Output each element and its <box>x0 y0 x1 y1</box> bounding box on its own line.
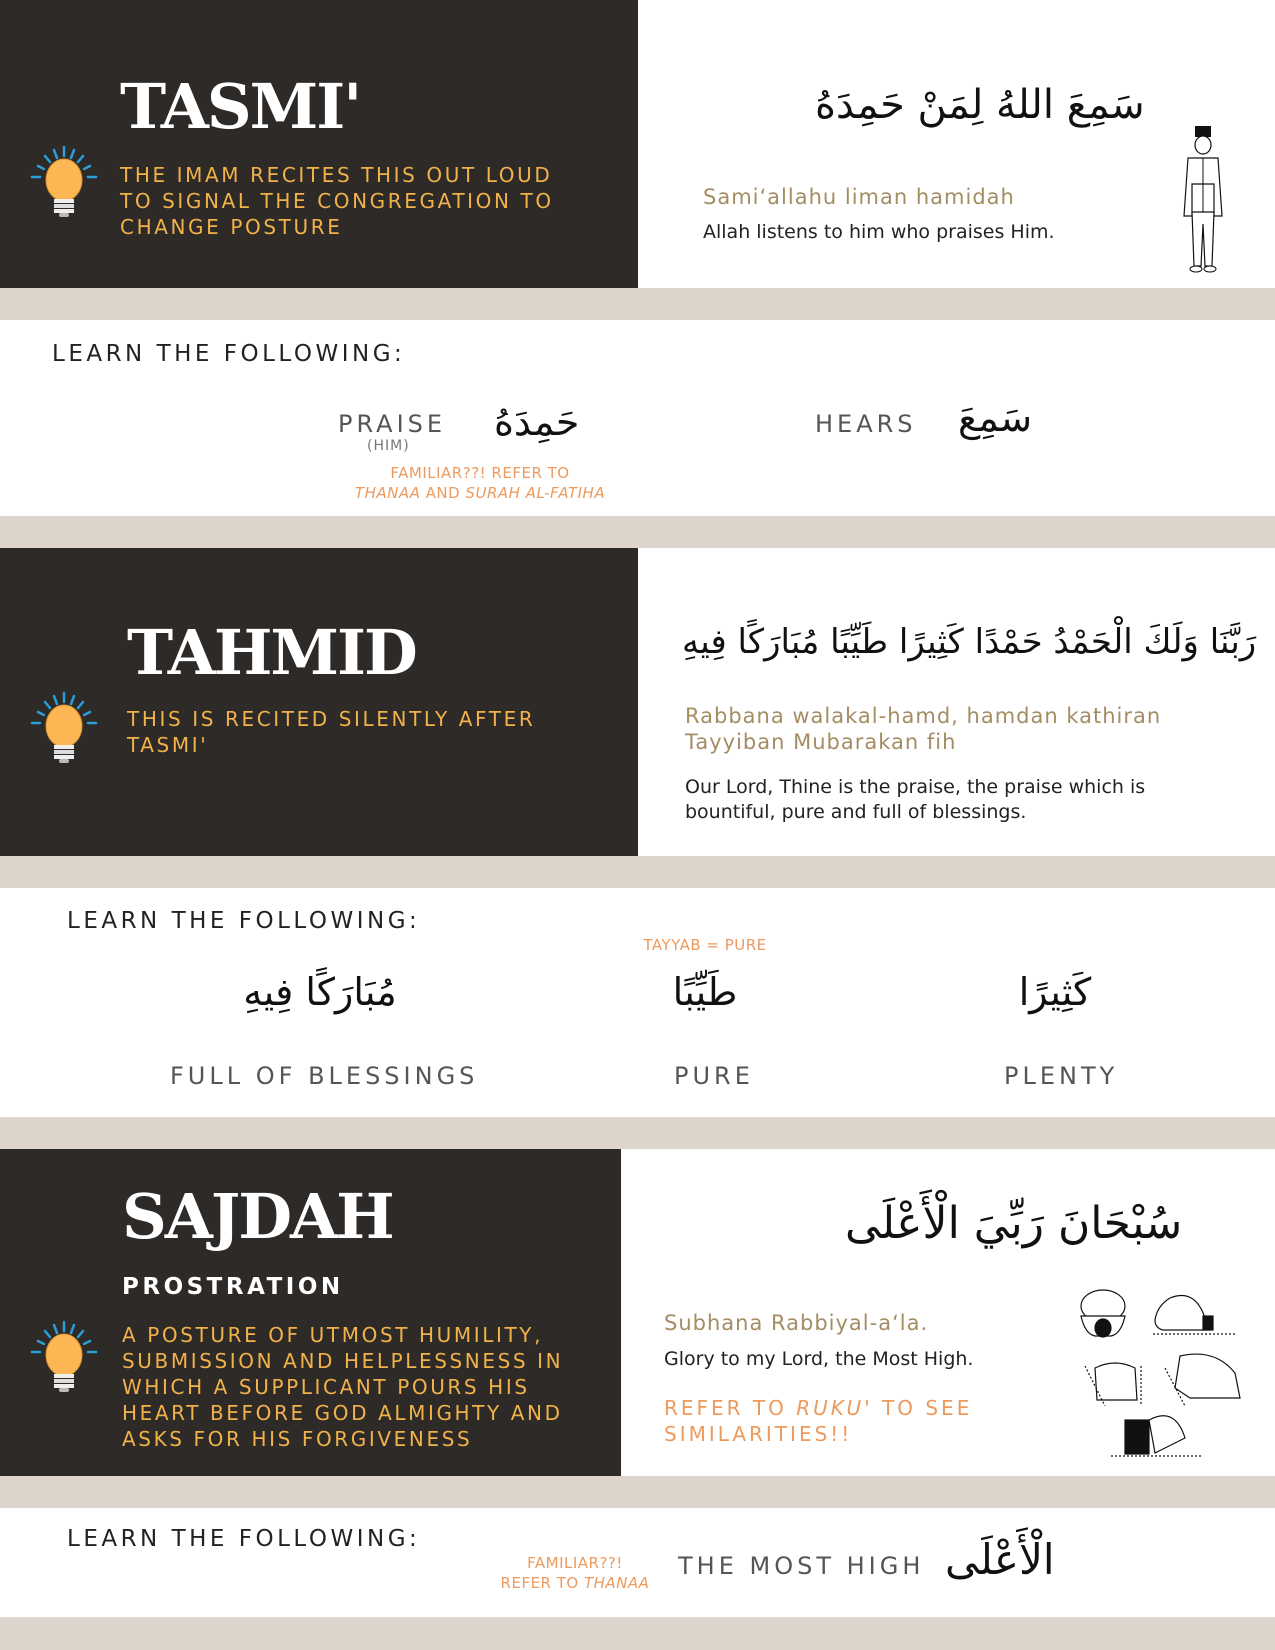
sajdah-meaning: Glory to my Lord, the Most High. <box>664 1348 974 1370</box>
lightbulb-icon <box>30 145 102 225</box>
tip-familiar-thanaa-fatiha <box>330 463 630 503</box>
tasmi-transliteration: Sami‘allahu liman hamidah <box>703 185 1015 209</box>
tip-familiar-thanaa <box>485 1553 665 1593</box>
word-label-praise: PRAISE <box>338 410 447 438</box>
tasmi-meaning: Allah listens to him who praises Him. <box>703 221 1055 243</box>
tasmi-title: TASMI' <box>120 70 361 143</box>
sajdah-transliteration: Subhana Rabbiyal-a‘la. <box>664 1311 929 1335</box>
word-arabic-hamidah: حَمِدَهُ <box>494 400 580 444</box>
tip-ref-thanaa: THANAA <box>354 484 421 502</box>
refer-suffix: TO SEE SIMILARITIES!! <box>664 1396 973 1446</box>
word-arabic-tayyiban: طَيِّبًا <box>672 970 738 1014</box>
tip-ref-fatiha: SURAH AL-FATIHA <box>465 484 606 502</box>
sajdah-arabic: سُبْحَانَ رَبِّيَ الْأَعْلَى <box>845 1198 1183 1249</box>
tahmid-transliteration: Rabbana walakal-hamd, hamdan kathiran Tayyiban Mubarakan fih <box>685 704 1162 754</box>
word-arabic-mubarakan: مُبَارَكًا فِيهِ <box>243 970 397 1014</box>
learn-heading: LEARN THE FOLLOWING: <box>67 1526 421 1552</box>
word-item-full-of-blessings <box>150 970 490 1014</box>
tip-ref-thanaa: THANAA <box>583 1574 650 1592</box>
tip-refer: REFER TO <box>500 1574 584 1592</box>
tahmid-title: TAHMID <box>127 616 416 689</box>
tasmi-note: THE IMAM RECITES THIS OUT LOUD TO SIGNAL THE CONGREGATION TO CHANGE POSTURE <box>120 163 554 239</box>
tasmi-arabic: سَمِعَ اللهُ لِمَنْ حَمِدَهُ <box>815 82 1145 128</box>
learn-heading: LEARN THE FOLLOWING: <box>52 341 406 367</box>
word-item-plenty <box>970 970 1140 1014</box>
refer-prefix: REFER TO <box>664 1396 797 1420</box>
word-label-full-of-blessings: FULL OF BLESSINGS <box>170 1062 479 1090</box>
standing-man-icon <box>1178 124 1228 276</box>
word-label-hears: HEARS <box>815 410 917 438</box>
word-label-most-high: THE MOST HIGH <box>678 1552 925 1580</box>
sajdah-subtitle: PROSTRATION <box>122 1274 344 1300</box>
tip-and: AND <box>420 484 466 502</box>
word-label-pure: PURE <box>674 1062 754 1090</box>
tip-line-2 <box>330 483 630 503</box>
prostration-figures-icon <box>1075 1288 1255 1463</box>
word-arabic-al-ala: الْأَعْلَى <box>945 1535 1055 1584</box>
tip-tayyab-pure: TAYYAB = PURE <box>643 936 767 954</box>
word-item-pure <box>620 970 790 1014</box>
word-label-plenty: PLENTY <box>1004 1062 1119 1090</box>
tip-line-1: FAMILIAR??! REFER TO <box>390 464 570 482</box>
word-arabic-samia: سَمِعَ <box>958 396 1033 440</box>
lightbulb-icon <box>30 691 102 771</box>
lightbulb-icon <box>30 1320 102 1400</box>
tahmid-arabic: رَبَّنَا وَلَكَ الْحَمْدُ حَمْدًا كَثِيرًا طَيِّبًا مُبَارَكًا فِيهِ <box>682 622 1257 662</box>
sajdah-note: A POSTURE OF UTMOST HUMILITY, SUBMISSION AND HELPLESSNESS IN WHICH A SUPPLICANT POURS HIS HEART BEFORE GOD ALMIGHTY AND ASKS FOR HIS FORGIVENESS <box>122 1323 564 1451</box>
tip-line-1: FAMILIAR??! <box>527 1554 623 1572</box>
sajdah-title: SAJDAH <box>122 1180 393 1253</box>
word-sublabel-him: (HIM) <box>367 438 410 454</box>
word-arabic-kathiran: كَثِيرًا <box>1018 970 1092 1014</box>
refer-ruku-link: RUKU' <box>796 1396 873 1420</box>
tahmid-meaning: Our Lord, Thine is the praise, the praise which is bountiful, pure and full of blessings. <box>685 776 1146 823</box>
learn-heading: LEARN THE FOLLOWING: <box>67 908 421 934</box>
tahmid-note: THIS IS RECITED SILENTLY AFTER TASMI' <box>127 707 536 757</box>
tip-line-2 <box>485 1573 665 1593</box>
tasmi-dark-panel <box>0 0 638 288</box>
sajdah-refer-ruku <box>664 1395 984 1447</box>
